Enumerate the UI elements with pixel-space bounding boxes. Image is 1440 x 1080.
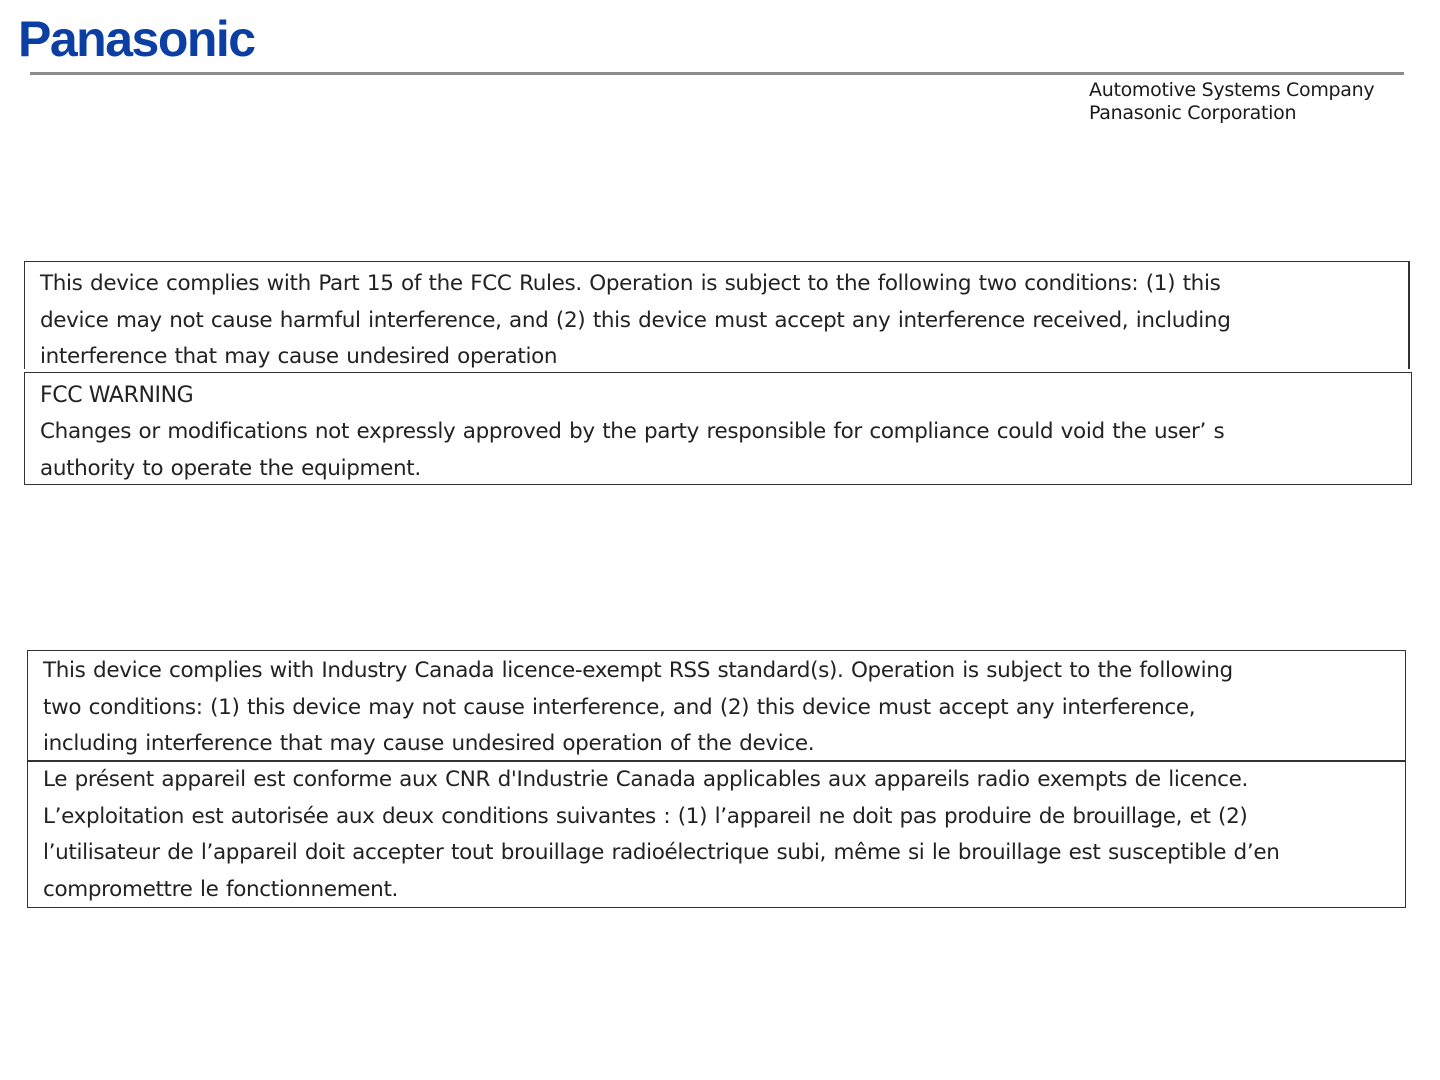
header-divider [30,72,1404,75]
corporation-name: Panasonic Corporation [1089,102,1297,124]
fcc-compliance-line: device may not cause harmful interference, and (2) this device must accept any interference received, including [40,307,1231,333]
company-name: Automotive Systems Company [1089,79,1375,101]
ic-french-line: compromettre le fonctionnement. [43,876,399,902]
fcc-compliance-line: interference that may cause undesired operation [40,344,558,369]
company-info [1089,79,1374,125]
ic-english-line: including interference that may cause undesired operation of the device. [43,731,815,756]
fcc-compliance-box [24,261,1410,369]
fcc-warning-box [24,372,1412,485]
ic-french-line: l’utilisateur de l’appareil doit accepter tout brouillage radioélectrique subi, même si le brouillage est susceptible d’en [43,840,1280,865]
ic-english-line: This device complies with Industry Canada licence-exempt RSS standard(s). Operation is subject to the following [43,658,1233,683]
ic-french-line: L’exploitation est autorisée aux deux conditions suivantes : (1) l’appareil ne doit pas produire de brouillage, et (2) [43,803,1248,829]
fcc-warning-title: FCC WARNING [40,383,194,408]
ic-english-line: two conditions: (1) this device may not cause interference, and (2) this device must accept any interference, [43,694,1196,720]
fcc-compliance-line: This device complies with Part 15 of the FCC Rules. Operation is subject to the following two conditions: (1) this [40,271,1221,296]
ic-english-box [27,650,1406,762]
fcc-warning-line: authority to operate the equipment. [40,455,421,481]
ic-french-line: Le présent appareil est conforme aux CNR d'Industrie Canada applicables aux appareils radio exempts de licence. [43,767,1248,792]
panasonic-logo: Panasonic [18,11,255,67]
fcc-warning-line: Changes or modifications not expressly approved by the party responsible for compliance could void the user’ s [40,419,1225,444]
ic-french-box [27,760,1406,908]
